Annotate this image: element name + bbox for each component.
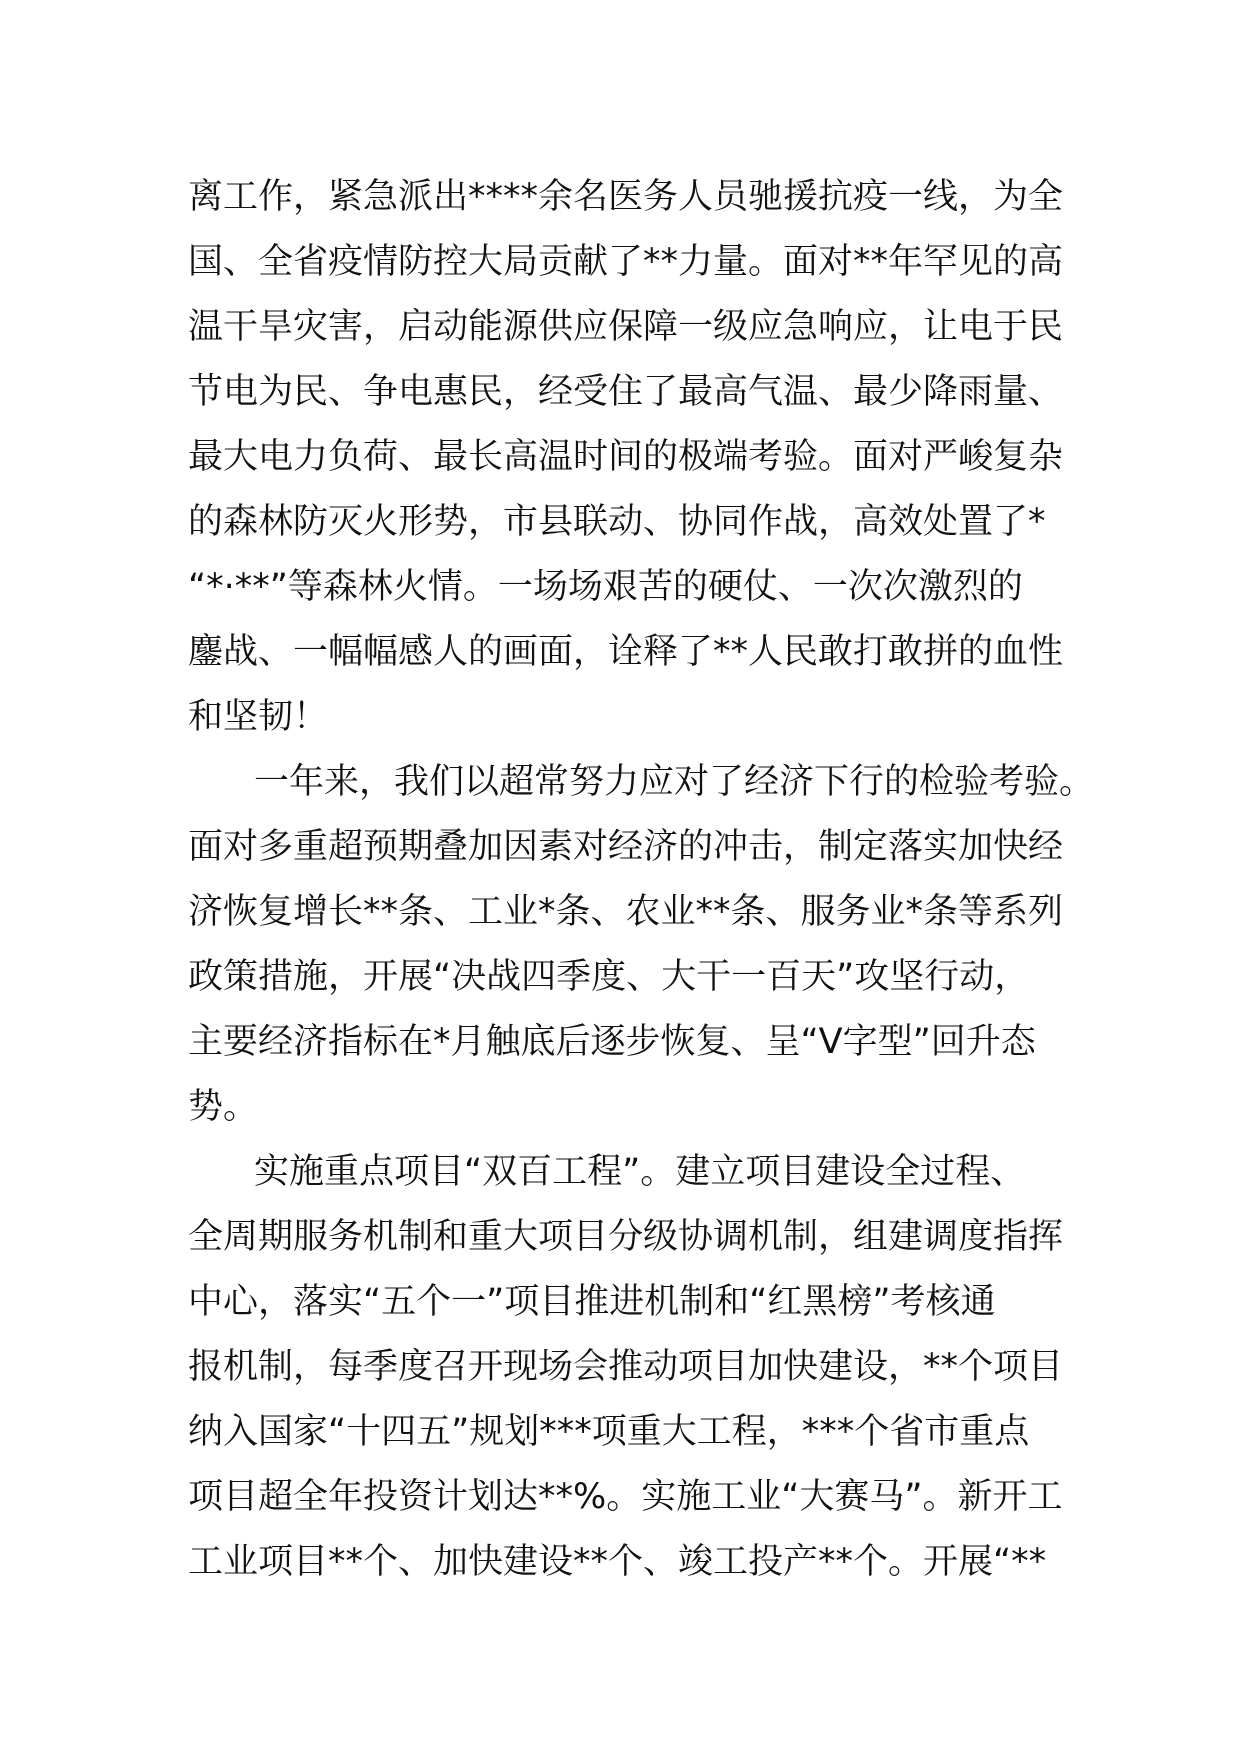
text-line: 主要经济指标在*月触底后逐步恢复、呈“V字型”回升态 (188, 1022, 1036, 1062)
text-line: 温干旱灾害，启动能源供应保障一级应急响应，让电于民 (188, 307, 1064, 347)
text-line: 全周期服务机制和重大项目分级协调机制，组建调度指挥 (188, 1217, 1064, 1257)
text-line: 报机制，每季度召开现场会推动项目加快建设，**个项目 (188, 1347, 1064, 1387)
text-line: 工业项目**个、加快建设**个、竣工投产**个。开展“** (188, 1542, 1047, 1582)
text-line: 国、全省疫情防控大局贡献了**力量。面对**年罕见的高 (188, 242, 1064, 282)
text-line: 纳入国家“十四五”规划***项重大工程，***个省市重点 (188, 1412, 1030, 1452)
text-line: 势。 (188, 1087, 259, 1127)
paragraph-3 (188, 1140, 1068, 1595)
text-line: 离工作，紧急派出****余名医务人员驰援抗疫一线，为全 (188, 177, 1064, 217)
text-line: “*·**”等森林火情。一场场艰苦的硬仗、一次次激烈的 (188, 567, 1023, 607)
text-line: 中心，落实“五个一”项目推进机制和“红黑榜”考核通 (188, 1282, 996, 1322)
text-line: 一年来，我们以超常努力应对了经济下行的检验考验。 (254, 762, 1095, 802)
body-text (188, 165, 1095, 1595)
paragraph-2 (188, 750, 1095, 1140)
text-line: 节电为民、争电惠民，经受住了最高气温、最少降雨量、 (188, 372, 1064, 412)
text-line: 面对多重超预期叠加因素对经济的冲击，制定落实加快经 (188, 827, 1064, 867)
text-line: 和坚韧！ (188, 697, 329, 737)
text-line: 的森林防灭火形势，市县联动、协同作战，高效处置了* (188, 502, 1046, 542)
text-line: 济恢复增长**条、工业*条、农业**条、服务业*条等系列 (188, 892, 1064, 932)
text-line: 鏖战、一幅幅感人的画面，诠释了**人民敢打敢拼的血性 (188, 632, 1064, 672)
text-line: 实施重点项目“双百工程”。建立项目建设全过程、 (254, 1152, 1026, 1192)
text-line: 项目超全年投资计划达**%。实施工业“大赛马”。新开工 (188, 1477, 1063, 1517)
text-line: 政策措施，开展“决战四季度、大干一百天”攻坚行动， (188, 957, 1030, 997)
text-line: 最大电力负荷、最长高温时间的极端考验。面对严峻复杂 (188, 437, 1064, 477)
paragraph-1 (188, 165, 1068, 750)
